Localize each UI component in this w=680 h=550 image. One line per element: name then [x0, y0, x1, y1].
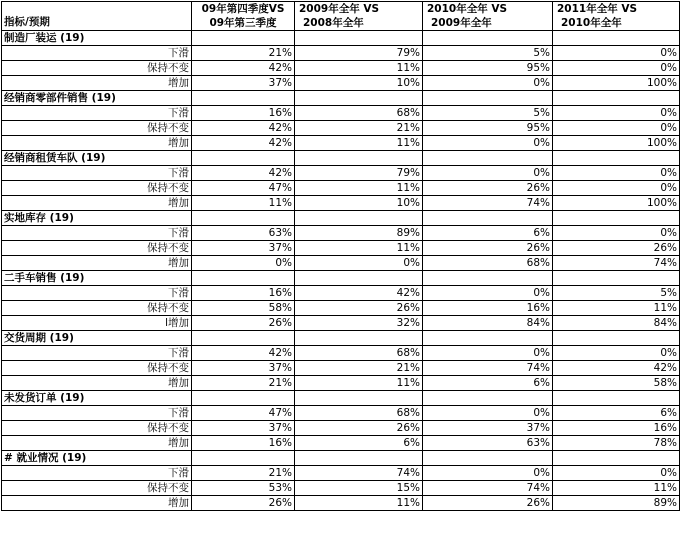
row-label: 保持不变: [2, 121, 192, 136]
value-cell: 6%: [553, 406, 680, 421]
table-row: [2, 241, 680, 256]
value-cell: 100%: [553, 136, 680, 151]
value-cell: 74%: [423, 361, 553, 376]
value-cell: 11%: [553, 481, 680, 496]
header-column-1-line-2: 09年第三季度: [209, 17, 277, 29]
value-cell: 37%: [192, 241, 295, 256]
empty-cell: [553, 151, 680, 166]
value-cell: 11%: [295, 241, 423, 256]
value-cell: 0%: [553, 106, 680, 121]
section-row: [2, 211, 680, 226]
value-cell: 5%: [553, 286, 680, 301]
value-cell: 10%: [295, 76, 423, 91]
table-row: [2, 361, 680, 376]
row-label: 保持不变: [2, 301, 192, 316]
empty-cell: [192, 151, 295, 166]
value-cell: 68%: [295, 346, 423, 361]
table-row: [2, 76, 680, 91]
table-row: [2, 121, 680, 136]
section-title: 经销商租赁车队 (19): [2, 151, 192, 166]
value-cell: 37%: [192, 361, 295, 376]
table-row: [2, 196, 680, 211]
table-row: [2, 346, 680, 361]
value-cell: 58%: [192, 301, 295, 316]
value-cell: 0%: [423, 466, 553, 481]
header-column-1-line-1: 09年第四季度VS: [201, 3, 285, 15]
empty-cell: [295, 31, 423, 46]
value-cell: 68%: [295, 406, 423, 421]
value-cell: 0%: [553, 466, 680, 481]
section-row: [2, 331, 680, 346]
value-cell: 5%: [423, 106, 553, 121]
header-row: [2, 2, 680, 31]
value-cell: 10%: [295, 196, 423, 211]
empty-cell: [553, 211, 680, 226]
section-row: [2, 91, 680, 106]
table-row: [2, 226, 680, 241]
table-row: [2, 496, 680, 511]
row-label: 下滑: [2, 286, 192, 301]
table-row: [2, 181, 680, 196]
value-cell: 37%: [423, 421, 553, 436]
row-label: 保持不变: [2, 241, 192, 256]
empty-cell: [295, 211, 423, 226]
value-cell: 11%: [192, 196, 295, 211]
value-cell: 5%: [423, 46, 553, 61]
survey-results-table: [1, 1, 680, 511]
value-cell: 89%: [553, 496, 680, 511]
table-row: [2, 136, 680, 151]
table-row: [2, 406, 680, 421]
value-cell: 26%: [423, 496, 553, 511]
value-cell: 26%: [423, 181, 553, 196]
value-cell: 0%: [553, 61, 680, 76]
row-label: 下滑: [2, 166, 192, 181]
value-cell: 0%: [423, 136, 553, 151]
value-cell: 32%: [295, 316, 423, 331]
empty-cell: [423, 451, 553, 466]
value-cell: 16%: [192, 106, 295, 121]
value-cell: 100%: [553, 76, 680, 91]
empty-cell: [192, 271, 295, 286]
row-label: 下滑: [2, 346, 192, 361]
value-cell: 6%: [423, 376, 553, 391]
value-cell: 42%: [192, 346, 295, 361]
value-cell: 11%: [553, 301, 680, 316]
value-cell: 74%: [423, 481, 553, 496]
empty-cell: [423, 391, 553, 406]
empty-cell: [192, 451, 295, 466]
value-cell: 6%: [295, 436, 423, 451]
value-cell: 6%: [423, 226, 553, 241]
value-cell: 26%: [192, 496, 295, 511]
value-cell: 37%: [192, 76, 295, 91]
value-cell: 0%: [553, 121, 680, 136]
value-cell: 42%: [295, 286, 423, 301]
empty-cell: [423, 91, 553, 106]
value-cell: 26%: [192, 316, 295, 331]
row-label: 保持不变: [2, 181, 192, 196]
value-cell: 63%: [192, 226, 295, 241]
header-column-1: [192, 2, 295, 31]
value-cell: 11%: [295, 61, 423, 76]
row-label: 增加: [2, 496, 192, 511]
value-cell: 21%: [192, 376, 295, 391]
value-cell: 84%: [423, 316, 553, 331]
empty-cell: [423, 151, 553, 166]
empty-cell: [295, 91, 423, 106]
row-label: 增加: [2, 196, 192, 211]
value-cell: 26%: [553, 241, 680, 256]
table-row: [2, 46, 680, 61]
empty-cell: [192, 391, 295, 406]
value-cell: 84%: [553, 316, 680, 331]
header-column-2-line-1: 2009年全年 VS: [299, 3, 380, 15]
header-column-3-line-2: 2009年全年: [431, 17, 492, 29]
header-label-cell: [2, 2, 192, 31]
empty-cell: [295, 331, 423, 346]
header-column-4-line-2: 2010年全年: [561, 17, 622, 29]
empty-cell: [295, 271, 423, 286]
value-cell: 79%: [295, 166, 423, 181]
empty-cell: [553, 391, 680, 406]
value-cell: 0%: [295, 256, 423, 271]
header-column-2-line-2: 2008年全年: [303, 17, 364, 29]
value-cell: 0%: [192, 256, 295, 271]
value-cell: 11%: [295, 496, 423, 511]
value-cell: 95%: [423, 61, 553, 76]
value-cell: 0%: [553, 226, 680, 241]
value-cell: 42%: [192, 166, 295, 181]
section-title: 交货周期 (19): [2, 331, 192, 346]
row-label: 保持不变: [2, 361, 192, 376]
row-label: 下滑: [2, 406, 192, 421]
value-cell: 68%: [423, 256, 553, 271]
row-label: 增加: [2, 436, 192, 451]
empty-cell: [192, 31, 295, 46]
value-cell: 53%: [192, 481, 295, 496]
value-cell: 16%: [423, 301, 553, 316]
value-cell: 58%: [553, 376, 680, 391]
row-label: 增加: [2, 256, 192, 271]
value-cell: 47%: [192, 406, 295, 421]
empty-cell: [553, 451, 680, 466]
table-row: [2, 106, 680, 121]
empty-cell: [423, 31, 553, 46]
section-title: # 就业情况 (19): [2, 451, 192, 466]
value-cell: 95%: [423, 121, 553, 136]
table-row: [2, 166, 680, 181]
row-label: 增加: [2, 76, 192, 91]
value-cell: 0%: [423, 406, 553, 421]
table-body: [2, 31, 680, 511]
value-cell: 26%: [295, 301, 423, 316]
empty-cell: [192, 211, 295, 226]
value-cell: 21%: [295, 361, 423, 376]
empty-cell: [192, 91, 295, 106]
value-cell: 100%: [553, 196, 680, 211]
value-cell: 0%: [553, 346, 680, 361]
value-cell: 26%: [423, 241, 553, 256]
value-cell: 21%: [192, 46, 295, 61]
empty-cell: [553, 271, 680, 286]
value-cell: 21%: [295, 121, 423, 136]
table-row: [2, 61, 680, 76]
row-label: 增加: [2, 376, 192, 391]
section-title: 二手车销售 (19): [2, 271, 192, 286]
value-cell: 0%: [553, 46, 680, 61]
section-row: [2, 391, 680, 406]
table-row: [2, 421, 680, 436]
value-cell: 11%: [295, 181, 423, 196]
row-label: 下滑: [2, 466, 192, 481]
value-cell: 78%: [553, 436, 680, 451]
value-cell: 21%: [192, 466, 295, 481]
header-column-3-line-1: 2010年全年 VS: [427, 3, 508, 15]
row-label: 下滑: [2, 106, 192, 121]
value-cell: 68%: [295, 106, 423, 121]
value-cell: 42%: [553, 361, 680, 376]
header-column-4: [553, 2, 680, 31]
table-row: [2, 481, 680, 496]
value-cell: 0%: [423, 76, 553, 91]
header-column-3: [423, 2, 553, 31]
section-title: 未发货订单 (19): [2, 391, 192, 406]
row-label: 保持不变: [2, 481, 192, 496]
value-cell: 26%: [295, 421, 423, 436]
value-cell: 11%: [295, 376, 423, 391]
table-row: [2, 256, 680, 271]
value-cell: 0%: [553, 181, 680, 196]
row-label: 下滑: [2, 46, 192, 61]
empty-cell: [553, 31, 680, 46]
value-cell: 74%: [553, 256, 680, 271]
table-row: [2, 436, 680, 451]
table-row: [2, 301, 680, 316]
empty-cell: [295, 451, 423, 466]
row-label: 下滑: [2, 226, 192, 241]
empty-cell: [553, 331, 680, 346]
section-row: [2, 271, 680, 286]
section-title: 制造厂装运 (19): [2, 31, 192, 46]
empty-cell: [295, 391, 423, 406]
row-label: 保持不变: [2, 421, 192, 436]
value-cell: 0%: [553, 166, 680, 181]
header-column-4-line-1: 2011年全年 VS: [557, 3, 638, 15]
section-row: [2, 151, 680, 166]
header-label: 指标/预期: [4, 16, 50, 28]
empty-cell: [423, 271, 553, 286]
value-cell: 63%: [423, 436, 553, 451]
value-cell: 42%: [192, 61, 295, 76]
row-label: 保持不变: [2, 61, 192, 76]
value-cell: 79%: [295, 46, 423, 61]
table-row: [2, 286, 680, 301]
empty-cell: [553, 91, 680, 106]
table-row: [2, 466, 680, 481]
value-cell: 42%: [192, 121, 295, 136]
value-cell: 89%: [295, 226, 423, 241]
empty-cell: [295, 151, 423, 166]
value-cell: 37%: [192, 421, 295, 436]
empty-cell: [423, 211, 553, 226]
table-row: [2, 376, 680, 391]
empty-cell: [192, 331, 295, 346]
value-cell: 0%: [423, 166, 553, 181]
header-column-2: [295, 2, 423, 31]
value-cell: 16%: [192, 286, 295, 301]
empty-cell: [423, 331, 553, 346]
table-row: [2, 316, 680, 331]
value-cell: 0%: [423, 346, 553, 361]
value-cell: 74%: [295, 466, 423, 481]
value-cell: 11%: [295, 136, 423, 151]
value-cell: 42%: [192, 136, 295, 151]
value-cell: 47%: [192, 181, 295, 196]
section-title: 经销商零部件销售 (19): [2, 91, 192, 106]
value-cell: 16%: [192, 436, 295, 451]
section-row: [2, 451, 680, 466]
value-cell: 15%: [295, 481, 423, 496]
row-label: l增加: [2, 316, 192, 331]
section-row: [2, 31, 680, 46]
value-cell: 0%: [423, 286, 553, 301]
value-cell: 16%: [553, 421, 680, 436]
section-title: 实地库存 (19): [2, 211, 192, 226]
row-label: 增加: [2, 136, 192, 151]
value-cell: 74%: [423, 196, 553, 211]
table-header: [2, 2, 680, 31]
